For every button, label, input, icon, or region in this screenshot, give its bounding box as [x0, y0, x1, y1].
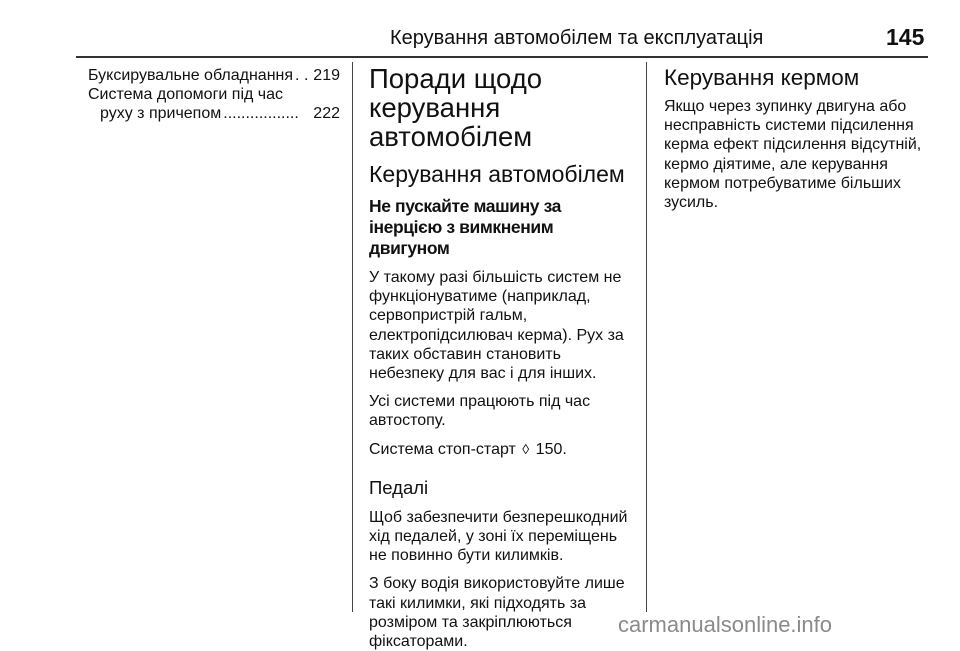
column-driving-tips	[369, 64, 637, 651]
table-of-contents	[88, 66, 340, 123]
paragraph-pedals-1: Щоб забезпечити безперешкодний хід педалей, у зоні їх переміщень не повинно бути килимків.	[369, 508, 628, 565]
paragraph-autostop: Усі системи працюють під час автостопу.	[369, 393, 591, 430]
toc-entry-title: Система допомоги під час	[88, 86, 284, 103]
page-number: 145	[886, 24, 925, 50]
paragraph-pedals-2: З боку водія використовуйте лише такі килимки, які підходять за розміром та закріплюються фіксаторами.	[369, 575, 625, 651]
reference-arrow-icon: ◊	[522, 440, 530, 457]
column-steering	[664, 64, 934, 212]
pedals-heading: Педалі	[369, 476, 429, 498]
toc-entry-towing[interactable]	[88, 66, 340, 85]
reference-text: Система стоп-старт	[369, 440, 516, 458]
toc-entry-page: 219	[313, 67, 340, 84]
section-subtitle: Керування автомобілем	[369, 161, 625, 187]
steering-title: Керування кермом	[664, 65, 860, 90]
toc-entry-trailer-assist-cont[interactable]	[88, 104, 340, 123]
warning-heading: Не пускайте машину за інерцією з вимкненим двигуном	[369, 196, 562, 258]
toc-entry-page: 222	[313, 105, 340, 122]
toc-entry-title: руху з причепом	[100, 105, 222, 122]
column-divider-right	[646, 62, 647, 612]
toc-leader: .................	[223, 105, 299, 122]
running-header: Керування автомобілем та експлуатація	[390, 27, 764, 49]
reference-line	[369, 440, 637, 459]
paragraph-coasting: У такому разі більшість систем не функціонуватиме (наприклад, сервопристрій гальм, електропідсилювач керма). Рух за таких обставин становить небезпеку для вас і для інших.	[369, 269, 624, 383]
toc-entry-title: Буксирувальне обладнання	[88, 67, 294, 84]
column-divider-left	[352, 62, 353, 612]
toc-entry-trailer-assist[interactable]	[88, 85, 340, 104]
paragraph-steering: Якщо через зупинку двигуна або несправність системи підсилення керма ефект підсилення відсутній, кермо діятиме, але керування кермом потребуватиме більших зусиль.	[664, 98, 922, 212]
reference-page-link[interactable]: 150.	[535, 440, 567, 458]
section-title: Поради щодо керування автомобілем	[369, 63, 543, 152]
watermark: carmanualsonline.info	[618, 612, 833, 637]
toc-leader: . .	[295, 67, 309, 84]
header-rule	[76, 56, 928, 58]
